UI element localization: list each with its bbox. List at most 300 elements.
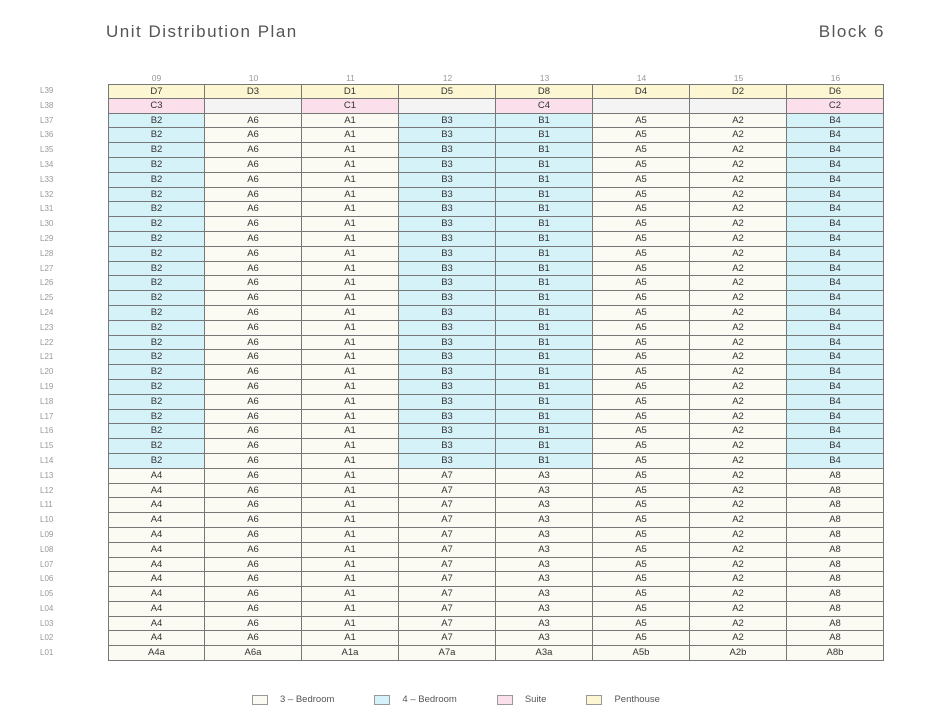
unit-cell: A6 xyxy=(205,128,302,143)
unit-cell: B1 xyxy=(496,439,593,454)
unit-cell: A2 xyxy=(690,617,787,632)
unit-cell: A2 xyxy=(690,498,787,513)
unit-cell: B2 xyxy=(108,336,205,351)
unit-cell: B3 xyxy=(399,321,496,336)
level-label: L23 xyxy=(40,322,54,332)
unit-cell: A6a xyxy=(205,646,302,661)
unit-cell: A1 xyxy=(302,232,399,247)
unit-cell: B3 xyxy=(399,350,496,365)
unit-cell: B1 xyxy=(496,424,593,439)
level-label: L09 xyxy=(40,529,54,539)
unit-cell: A5 xyxy=(593,217,690,232)
unit-cell: A3 xyxy=(496,543,593,558)
unit-cell: D8 xyxy=(496,84,593,99)
unit-cell: B3 xyxy=(399,454,496,469)
unit-cell: A5 xyxy=(593,513,690,528)
unit-cell: C3 xyxy=(108,99,205,114)
unit-cell: A5b xyxy=(593,646,690,661)
level-label: L10 xyxy=(40,515,54,525)
unit-cell: A6 xyxy=(205,543,302,558)
unit-cell: B3 xyxy=(399,114,496,129)
unit-cell: B1 xyxy=(496,454,593,469)
unit-cell: B1 xyxy=(496,114,593,129)
legend-label: 4 – Bedroom xyxy=(402,694,457,705)
unit-cell: B1 xyxy=(496,217,593,232)
unit-cell: A8 xyxy=(787,513,884,528)
unit-cell: A2 xyxy=(690,262,787,277)
unit-cell: A5 xyxy=(593,321,690,336)
unit-cell: A5 xyxy=(593,498,690,513)
unit-cell: A6 xyxy=(205,350,302,365)
unit-cell: B3 xyxy=(399,439,496,454)
legend-item xyxy=(586,694,659,705)
unit-cell: B3 xyxy=(399,306,496,321)
unit-cell: B3 xyxy=(399,143,496,158)
level-label: L17 xyxy=(40,411,54,421)
legend-label: 3 – Bedroom xyxy=(280,694,335,705)
unit-cell: A5 xyxy=(593,602,690,617)
unit-cell: A6 xyxy=(205,424,302,439)
level-label: L35 xyxy=(40,145,54,155)
unit-cell: B3 xyxy=(399,380,496,395)
unit-cell: A1 xyxy=(302,306,399,321)
unit-cell: B1 xyxy=(496,276,593,291)
unit-cell: A4 xyxy=(108,528,205,543)
unit-cell: A5 xyxy=(593,410,690,425)
unit-cell: A5 xyxy=(593,424,690,439)
unit-cell: A3 xyxy=(496,602,593,617)
unit-cell: B4 xyxy=(787,306,884,321)
level-label: L34 xyxy=(40,159,54,169)
unit-cell: A3 xyxy=(496,631,593,646)
unit-cell: B3 xyxy=(399,262,496,277)
unit-cell: B1 xyxy=(496,395,593,410)
level-label: L08 xyxy=(40,544,54,554)
unit-cell: A2 xyxy=(690,143,787,158)
unit-cell: A3 xyxy=(496,513,593,528)
unit-cell: B4 xyxy=(787,128,884,143)
unit-cell: A5 xyxy=(593,158,690,173)
level-label: L05 xyxy=(40,589,54,599)
unit-cell: B4 xyxy=(787,202,884,217)
column-header: 09 xyxy=(151,73,162,83)
unit-cell: B2 xyxy=(108,276,205,291)
level-label: L32 xyxy=(40,189,54,199)
unit-cell: B4 xyxy=(787,350,884,365)
legend-item xyxy=(497,694,547,705)
unit-cell: A6 xyxy=(205,602,302,617)
level-label: L37 xyxy=(40,115,54,125)
unit-cell: A6 xyxy=(205,380,302,395)
unit-cell: A2 xyxy=(690,558,787,573)
level-label: L06 xyxy=(40,574,54,584)
unit-cell: A1 xyxy=(302,543,399,558)
unit-cell: A1 xyxy=(302,202,399,217)
unit-cell: B4 xyxy=(787,247,884,262)
unit-cell: B4 xyxy=(787,158,884,173)
unit-cell: A5 xyxy=(593,439,690,454)
unit-cell: A4 xyxy=(108,498,205,513)
unit-cell: A6 xyxy=(205,587,302,602)
unit-cell: B3 xyxy=(399,188,496,203)
unit-cell: A7 xyxy=(399,631,496,646)
level-label: L07 xyxy=(40,559,54,569)
unit-cell: A4 xyxy=(108,572,205,587)
page-title: Unit Distribution Plan xyxy=(106,22,298,41)
level-label: L16 xyxy=(40,426,54,436)
unit-cell: A3 xyxy=(496,469,593,484)
unit-cell: A7 xyxy=(399,513,496,528)
unit-cell: B1 xyxy=(496,188,593,203)
unit-cell: A2 xyxy=(690,188,787,203)
unit-cell: A6 xyxy=(205,247,302,262)
level-label: L19 xyxy=(40,381,54,391)
unit-cell: A1a xyxy=(302,646,399,661)
unit-cell: A7 xyxy=(399,469,496,484)
unit-cell: A7 xyxy=(399,543,496,558)
unit-cell: A8 xyxy=(787,558,884,573)
unit-cell: A5 xyxy=(593,188,690,203)
legend xyxy=(252,694,700,705)
unit-cell: A6 xyxy=(205,276,302,291)
unit-cell: A5 xyxy=(593,173,690,188)
unit-cell: A1 xyxy=(302,336,399,351)
unit-cell: B1 xyxy=(496,232,593,247)
unit-cell: A2b xyxy=(690,646,787,661)
unit-cell: B3 xyxy=(399,232,496,247)
unit-cell: B2 xyxy=(108,217,205,232)
unit-cell: B3 xyxy=(399,291,496,306)
unit-cell: A7 xyxy=(399,617,496,632)
unit-cell: B3 xyxy=(399,365,496,380)
unit-cell: A6 xyxy=(205,232,302,247)
unit-cell: A2 xyxy=(690,424,787,439)
unit-cell: A2 xyxy=(690,114,787,129)
unit-cell: A3 xyxy=(496,617,593,632)
unit-cell: A4 xyxy=(108,617,205,632)
unit-cell: A1 xyxy=(302,291,399,306)
unit-cell: A6 xyxy=(205,336,302,351)
legend-swatch xyxy=(497,695,513,705)
unit-cell: B2 xyxy=(108,114,205,129)
unit-cell: A3 xyxy=(496,484,593,499)
unit-cell: A4 xyxy=(108,602,205,617)
unit-cell: A7 xyxy=(399,602,496,617)
unit-cell: A1 xyxy=(302,469,399,484)
unit-cell: A2 xyxy=(690,543,787,558)
unit-cell: A5 xyxy=(593,128,690,143)
unit-cell: A2 xyxy=(690,631,787,646)
level-label: L26 xyxy=(40,278,54,288)
unit-cell: A4 xyxy=(108,558,205,573)
unit-cell: A1 xyxy=(302,439,399,454)
unit-cell: A5 xyxy=(593,306,690,321)
legend-item xyxy=(252,694,334,705)
unit-cell: C2 xyxy=(787,99,884,114)
unit-cell: A2 xyxy=(690,439,787,454)
unit-cell: B1 xyxy=(496,262,593,277)
unit-cell: A8 xyxy=(787,469,884,484)
unit-cell: B2 xyxy=(108,439,205,454)
unit-cell: A7 xyxy=(399,528,496,543)
level-label: L25 xyxy=(40,293,54,303)
level-label: L18 xyxy=(40,396,54,406)
unit-cell: A6 xyxy=(205,469,302,484)
unit-cell: B2 xyxy=(108,410,205,425)
legend-swatch xyxy=(374,695,390,705)
unit-cell: A6 xyxy=(205,631,302,646)
unit-cell: A5 xyxy=(593,291,690,306)
unit-cell: A1 xyxy=(302,558,399,573)
unit-cell: A5 xyxy=(593,350,690,365)
unit-cell: B1 xyxy=(496,158,593,173)
unit-cell: B3 xyxy=(399,410,496,425)
unit-cell: A1 xyxy=(302,247,399,262)
unit-cell: B3 xyxy=(399,128,496,143)
unit-cell: A3 xyxy=(496,587,593,602)
unit-cell: A1 xyxy=(302,321,399,336)
legend-swatch xyxy=(252,695,268,705)
unit-cell: A1 xyxy=(302,114,399,129)
unit-cell: A1 xyxy=(302,602,399,617)
unit-cell: A3 xyxy=(496,498,593,513)
unit-cell: C4 xyxy=(496,99,593,114)
unit-cell: A2 xyxy=(690,336,787,351)
unit-cell: B2 xyxy=(108,247,205,262)
unit-cell: A1 xyxy=(302,158,399,173)
level-label: L14 xyxy=(40,455,54,465)
unit-cell: A1 xyxy=(302,528,399,543)
level-label: L01 xyxy=(40,648,54,658)
unit-cell: A5 xyxy=(593,484,690,499)
level-label: L24 xyxy=(40,307,54,317)
unit-cell: A6 xyxy=(205,617,302,632)
level-label: L38 xyxy=(40,100,54,110)
unit-cell: A5 xyxy=(593,469,690,484)
unit-cell: B1 xyxy=(496,306,593,321)
unit-cell: B4 xyxy=(787,365,884,380)
level-label: L20 xyxy=(40,367,54,377)
unit-cell: A1 xyxy=(302,513,399,528)
unit-cell: B3 xyxy=(399,202,496,217)
unit-cell: A3 xyxy=(496,558,593,573)
column-header: 15 xyxy=(733,73,744,83)
unit-cell: A8 xyxy=(787,631,884,646)
column-header: 10 xyxy=(248,73,259,83)
unit-cell: B2 xyxy=(108,291,205,306)
unit-distribution-table xyxy=(38,72,884,661)
unit-cell: A1 xyxy=(302,380,399,395)
unit-cell: A5 xyxy=(593,202,690,217)
unit-cell: A2 xyxy=(690,232,787,247)
unit-cell: B1 xyxy=(496,336,593,351)
unit-cell: A6 xyxy=(205,306,302,321)
unit-cell: A6 xyxy=(205,291,302,306)
unit-cell: B3 xyxy=(399,247,496,262)
unit-cell: A1 xyxy=(302,424,399,439)
level-label: L11 xyxy=(40,500,53,510)
unit-cell: D7 xyxy=(108,84,205,99)
unit-cell xyxy=(690,99,787,114)
unit-cell: A5 xyxy=(593,587,690,602)
level-label: L22 xyxy=(40,337,54,347)
unit-cell: A5 xyxy=(593,395,690,410)
unit-cell: A6 xyxy=(205,395,302,410)
level-label: L02 xyxy=(40,633,54,643)
level-label: L39 xyxy=(40,86,54,95)
legend-item xyxy=(374,694,456,705)
unit-cell: B1 xyxy=(496,380,593,395)
unit-cell: A6 xyxy=(205,217,302,232)
unit-cell: A5 xyxy=(593,143,690,158)
unit-cell: A4 xyxy=(108,543,205,558)
unit-cell: A5 xyxy=(593,528,690,543)
unit-cell: A1 xyxy=(302,395,399,410)
unit-cell: A6 xyxy=(205,188,302,203)
unit-cell: A8 xyxy=(787,602,884,617)
unit-cell: B4 xyxy=(787,217,884,232)
unit-cell: A1 xyxy=(302,276,399,291)
unit-cell: B2 xyxy=(108,188,205,203)
unit-cell: A6 xyxy=(205,410,302,425)
level-label: L21 xyxy=(40,352,54,362)
unit-cell: A6 xyxy=(205,202,302,217)
unit-cell: B2 xyxy=(108,173,205,188)
unit-cell: B2 xyxy=(108,321,205,336)
unit-cell: A6 xyxy=(205,173,302,188)
unit-cell: A2 xyxy=(690,513,787,528)
level-label: L12 xyxy=(40,485,54,495)
unit-cell: B4 xyxy=(787,454,884,469)
unit-cell: A1 xyxy=(302,572,399,587)
unit-cell: A1 xyxy=(302,262,399,277)
unit-cell: A4 xyxy=(108,484,205,499)
level-label: L03 xyxy=(40,618,54,628)
unit-cell: A5 xyxy=(593,631,690,646)
level-label: L30 xyxy=(40,219,54,229)
unit-cell: A4 xyxy=(108,469,205,484)
unit-cell: B4 xyxy=(787,173,884,188)
unit-cell: A2 xyxy=(690,454,787,469)
unit-cell: B1 xyxy=(496,128,593,143)
unit-cell xyxy=(205,99,302,114)
unit-cell: B4 xyxy=(787,424,884,439)
unit-cell: B2 xyxy=(108,128,205,143)
unit-cell: A7a xyxy=(399,646,496,661)
unit-cell: A6 xyxy=(205,439,302,454)
unit-cell: A6 xyxy=(205,262,302,277)
unit-cell: B4 xyxy=(787,410,884,425)
unit-cell: B2 xyxy=(108,232,205,247)
unit-cell: A8 xyxy=(787,498,884,513)
unit-cell: B1 xyxy=(496,321,593,336)
unit-cell: B2 xyxy=(108,158,205,173)
unit-cell: B2 xyxy=(108,395,205,410)
unit-cell: A7 xyxy=(399,572,496,587)
unit-cell: A2 xyxy=(690,587,787,602)
unit-cell: A1 xyxy=(302,350,399,365)
unit-cell: A1 xyxy=(302,188,399,203)
unit-cell: A5 xyxy=(593,262,690,277)
unit-cell: B4 xyxy=(787,395,884,410)
unit-cell: B4 xyxy=(787,321,884,336)
unit-cell: A6 xyxy=(205,528,302,543)
unit-cell: A1 xyxy=(302,617,399,632)
unit-cell: A2 xyxy=(690,158,787,173)
unit-cell: B4 xyxy=(787,380,884,395)
unit-cell: A2 xyxy=(690,365,787,380)
unit-cell: A2 xyxy=(690,202,787,217)
unit-cell: D3 xyxy=(205,84,302,99)
unit-cell: B2 xyxy=(108,143,205,158)
unit-cell: B3 xyxy=(399,173,496,188)
unit-cell: A2 xyxy=(690,306,787,321)
unit-cell: B4 xyxy=(787,114,884,129)
unit-cell: A7 xyxy=(399,484,496,499)
unit-cell: A5 xyxy=(593,365,690,380)
unit-cell: B1 xyxy=(496,143,593,158)
unit-cell: B3 xyxy=(399,158,496,173)
unit-cell: A1 xyxy=(302,631,399,646)
block-label: Block 6 xyxy=(818,22,885,41)
unit-cell: B2 xyxy=(108,424,205,439)
unit-cell: A5 xyxy=(593,543,690,558)
unit-cell: B2 xyxy=(108,454,205,469)
unit-cell: A5 xyxy=(593,247,690,262)
unit-cell: C1 xyxy=(302,99,399,114)
unit-cell: A3 xyxy=(496,528,593,543)
unit-cell: A2 xyxy=(690,572,787,587)
unit-cell: D6 xyxy=(787,84,884,99)
unit-cell: B1 xyxy=(496,291,593,306)
unit-cell: A8b xyxy=(787,646,884,661)
unit-cell: B2 xyxy=(108,365,205,380)
unit-cell: B4 xyxy=(787,143,884,158)
unit-cell: A8 xyxy=(787,617,884,632)
unit-cell: B4 xyxy=(787,188,884,203)
legend-swatch xyxy=(586,695,602,705)
unit-cell: A6 xyxy=(205,572,302,587)
unit-cell: A6 xyxy=(205,454,302,469)
unit-cell: B1 xyxy=(496,365,593,380)
column-header: 16 xyxy=(830,73,841,83)
unit-cell: D2 xyxy=(690,84,787,99)
column-header: 14 xyxy=(636,73,647,83)
unit-cell: A5 xyxy=(593,617,690,632)
unit-cell: B1 xyxy=(496,410,593,425)
level-label: L29 xyxy=(40,233,54,243)
unit-cell: D5 xyxy=(399,84,496,99)
unit-cell: B2 xyxy=(108,350,205,365)
legend-label: Penthouse xyxy=(614,694,660,705)
level-label: L36 xyxy=(40,130,54,140)
unit-cell: A8 xyxy=(787,587,884,602)
unit-cell: A7 xyxy=(399,558,496,573)
unit-cell: A2 xyxy=(690,173,787,188)
unit-cell: D1 xyxy=(302,84,399,99)
unit-cell: B3 xyxy=(399,424,496,439)
unit-cell: A8 xyxy=(787,572,884,587)
unit-cell xyxy=(399,99,496,114)
unit-cell: A1 xyxy=(302,410,399,425)
level-label: L13 xyxy=(40,470,54,480)
unit-cell: A5 xyxy=(593,336,690,351)
unit-cell: A2 xyxy=(690,484,787,499)
unit-cell: A4 xyxy=(108,587,205,602)
unit-cell: B4 xyxy=(787,232,884,247)
unit-cell: A4 xyxy=(108,631,205,646)
unit-cell: B4 xyxy=(787,276,884,291)
